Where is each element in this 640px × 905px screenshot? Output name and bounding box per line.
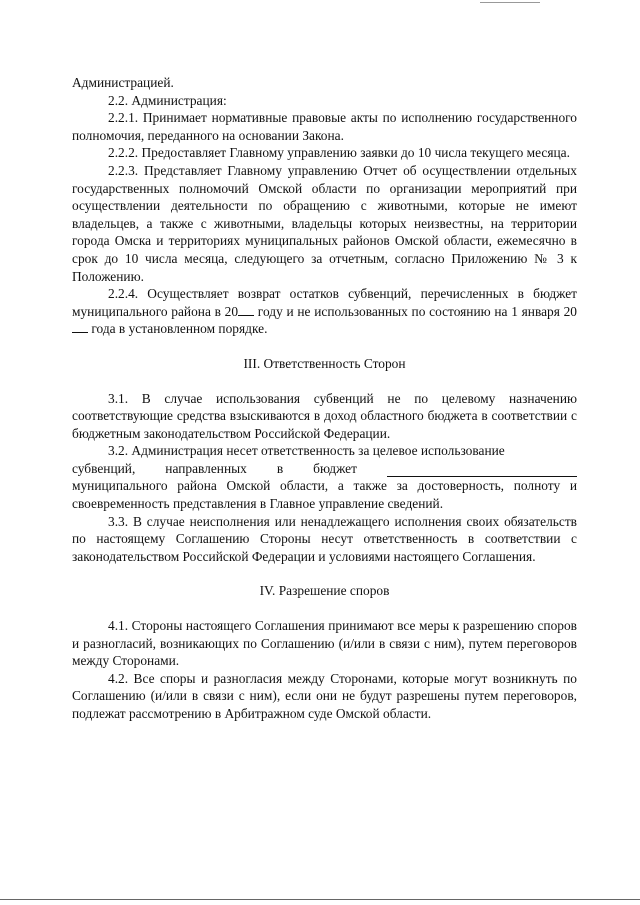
paragraph-2-2: 2.2. Администрация: xyxy=(108,92,227,108)
section-heading-4: IV. Разрешение споров xyxy=(259,583,390,599)
word: в xyxy=(276,460,284,476)
paragraph-3-3: 3.3. В случае неисполнения или ненадлежащего исполнения своих обязательств по настоящему Соглашению Стороны несут ответственность в соответствии с законодательством Российской Федерации и условиями настоящего Соглашения. xyxy=(72,513,577,564)
bottom-rule xyxy=(0,899,640,900)
paragraph-3-2-first-line: 3.2. Администрация несет ответственность за целевое использование xyxy=(108,443,505,459)
paragraph-2-2-4-part-b: году и не использованных по состоянию на 1 января 20 xyxy=(257,303,577,319)
word: субвенций, xyxy=(72,460,136,476)
word: бюджет xyxy=(313,460,357,476)
top-rule xyxy=(480,2,540,3)
paragraph-2-2-4 xyxy=(72,285,577,338)
section-heading-3: III. Ответственность Сторон xyxy=(243,355,406,371)
paragraph-2-2-4-part-c: года в установленном порядке. xyxy=(91,321,268,337)
year-blank xyxy=(238,315,254,316)
word: направленных xyxy=(165,460,247,476)
paragraph-2-2-3: 2.2.3. Представляет Главному управлению Отчет об осуществлении отдельных государственных полномочий Омской области по организации мероприятий при осуществлении деятельности по обращению с животными, которые не имеют владельцев, а также с животными, владельцы которых неизвестны, на территории города Омска и территориях муниципальных районов Омской области, ежемесячно в срок до 10 числа месяца, следующего за отчетным, согласно Приложению № 3 к Положению. xyxy=(72,162,577,284)
paragraph-3-2-second-line xyxy=(72,460,577,478)
paragraph-3-2-rest: муниципального района Омской области, а также за достоверность, полноту и своевременность представления в Главное управление сведений. xyxy=(72,478,577,512)
paragraph-2-2-1: 2.2.1. Принимает нормативные правовые акты по исполнению государственного полномочия, переданного на основании Закона. xyxy=(72,110,577,143)
paragraph-3-1: 3.1. В случае использования субвенций не по целевому назначению соответствующие средства взыскиваются в доход областного бюджета в соответствии с бюджетным законодательством Российской Федерации. xyxy=(72,390,577,441)
paragraph-intro: Администрацией. xyxy=(72,75,174,90)
budget-blank xyxy=(387,460,577,478)
paragraph-4-1: 4.1. Стороны настоящего Соглашения принимают все меры к разрешению споров и разногласий, возникающих по Соглашению (и/или в связи с ним), путем переговоров между Сторонами. xyxy=(72,618,577,669)
paragraph-2-2-2: 2.2.2. Предоставляет Главному управлению заявки до 10 числа текущего месяца. xyxy=(108,145,570,161)
paragraph-2-2-4-part-a: 2.2.4. Осуществляет возврат остатков субвенций, перечисленных в бюджет муниципального района в 20 xyxy=(72,286,577,319)
paragraph-4-2: 4.2. Все споры и разногласия между Сторонами, которые могут возникнуть по Соглашению (и/или в связи с ним), если они не будут разрешены путем переговоров, подлежат рассмотрению в Арбитражном суде Омской области. xyxy=(72,670,577,721)
year-blank xyxy=(72,332,88,333)
document-body xyxy=(72,74,577,723)
